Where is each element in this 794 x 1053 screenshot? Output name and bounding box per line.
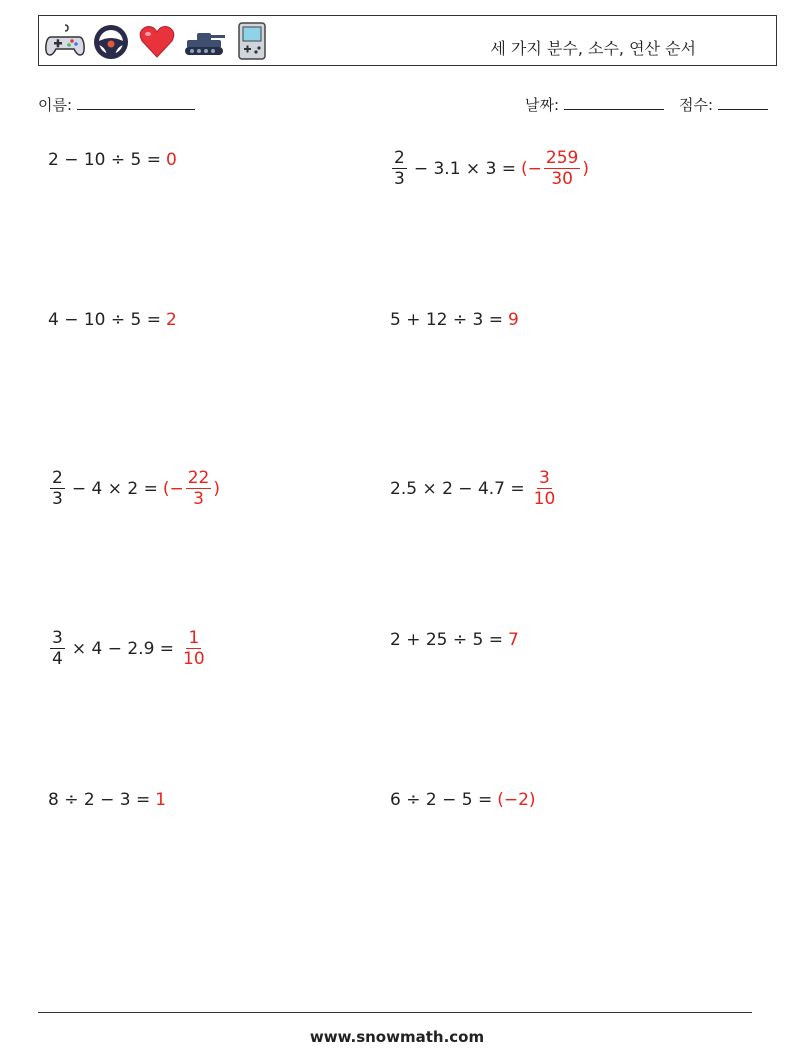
problem-answer: 1 xyxy=(155,790,167,810)
problem-3 xyxy=(48,310,177,330)
handheld-console-icon xyxy=(233,21,269,61)
date-field[interactable] xyxy=(525,94,664,115)
problem-9 xyxy=(48,790,166,810)
answer-fraction: $\frac{259}{30}$ xyxy=(545,148,579,189)
problem-6 xyxy=(390,468,559,509)
problem-expression: 5 + 12 ÷ 3 = xyxy=(390,310,504,330)
name-blank[interactable] xyxy=(77,94,195,110)
problem-1 xyxy=(48,150,177,170)
problem-answer: 2 xyxy=(166,310,177,330)
problem-8 xyxy=(390,630,519,650)
problem-5 xyxy=(48,468,220,509)
problem-expression: 2 + 25 ÷ 5 = xyxy=(390,630,504,650)
score-blank[interactable] xyxy=(718,94,768,110)
problem-expression: × 4 − 2.9 = xyxy=(71,638,175,659)
name-field[interactable] xyxy=(38,94,195,115)
steering-wheel-icon xyxy=(91,21,131,61)
header-box xyxy=(38,15,777,66)
answer-fraction: $\frac{3}{10}$ xyxy=(533,468,556,509)
answer-fraction: $\frac{22}{3}$ xyxy=(187,468,210,509)
name-label: 이름: xyxy=(38,96,73,114)
answer-fraction: $\frac{1}{10}$ xyxy=(183,628,205,669)
score-label: 점수: xyxy=(679,96,714,114)
problem-4 xyxy=(390,310,519,330)
problem-7 xyxy=(48,628,209,669)
score-field[interactable] xyxy=(679,94,768,115)
problem-answer xyxy=(179,628,209,669)
problem-expression: 4 − 10 ÷ 5 = xyxy=(48,310,162,330)
problem-answer: (− $\frac{259}{30}$ ) xyxy=(521,148,590,189)
lead-fraction: $\frac{3}{4}$ xyxy=(52,628,63,669)
lead-fraction: $\frac{2}{3}$ xyxy=(52,468,63,509)
gamepad-icon xyxy=(45,21,85,61)
date-label: 날짜: xyxy=(525,96,560,114)
heart-icon xyxy=(137,21,177,61)
footer-url[interactable]: www.snowmath.com xyxy=(309,1028,485,1046)
problem-10 xyxy=(390,790,536,810)
problem-expression: 2.5 × 2 − 4.7 = xyxy=(390,478,525,499)
footer-divider xyxy=(38,1012,752,1013)
problem-answer: (− $\frac{22}{3}$ ) xyxy=(162,468,220,509)
lead-fraction: $\frac{2}{3}$ xyxy=(394,148,405,189)
problem-answer xyxy=(530,468,560,509)
problem-answer: (−2) xyxy=(497,790,536,810)
problem-expression: − 4 × 2 = xyxy=(71,478,158,499)
icon-strip xyxy=(45,21,269,61)
problem-answer: 7 xyxy=(508,630,519,650)
problem-expression: 6 ÷ 2 − 5 = xyxy=(390,790,493,810)
tank-icon xyxy=(183,21,227,61)
worksheet-title: 세 가지 분수, 소수, 연산 순서 xyxy=(490,39,696,58)
problem-2 xyxy=(390,148,589,189)
date-blank[interactable] xyxy=(564,94,664,110)
problem-answer: 9 xyxy=(508,310,519,330)
problem-expression: − 3.1 × 3 = xyxy=(413,158,517,179)
problem-expression: 2 − 10 ÷ 5 = xyxy=(48,150,162,170)
problem-expression: 8 ÷ 2 − 3 = xyxy=(48,790,151,810)
problem-answer: 0 xyxy=(166,150,177,170)
